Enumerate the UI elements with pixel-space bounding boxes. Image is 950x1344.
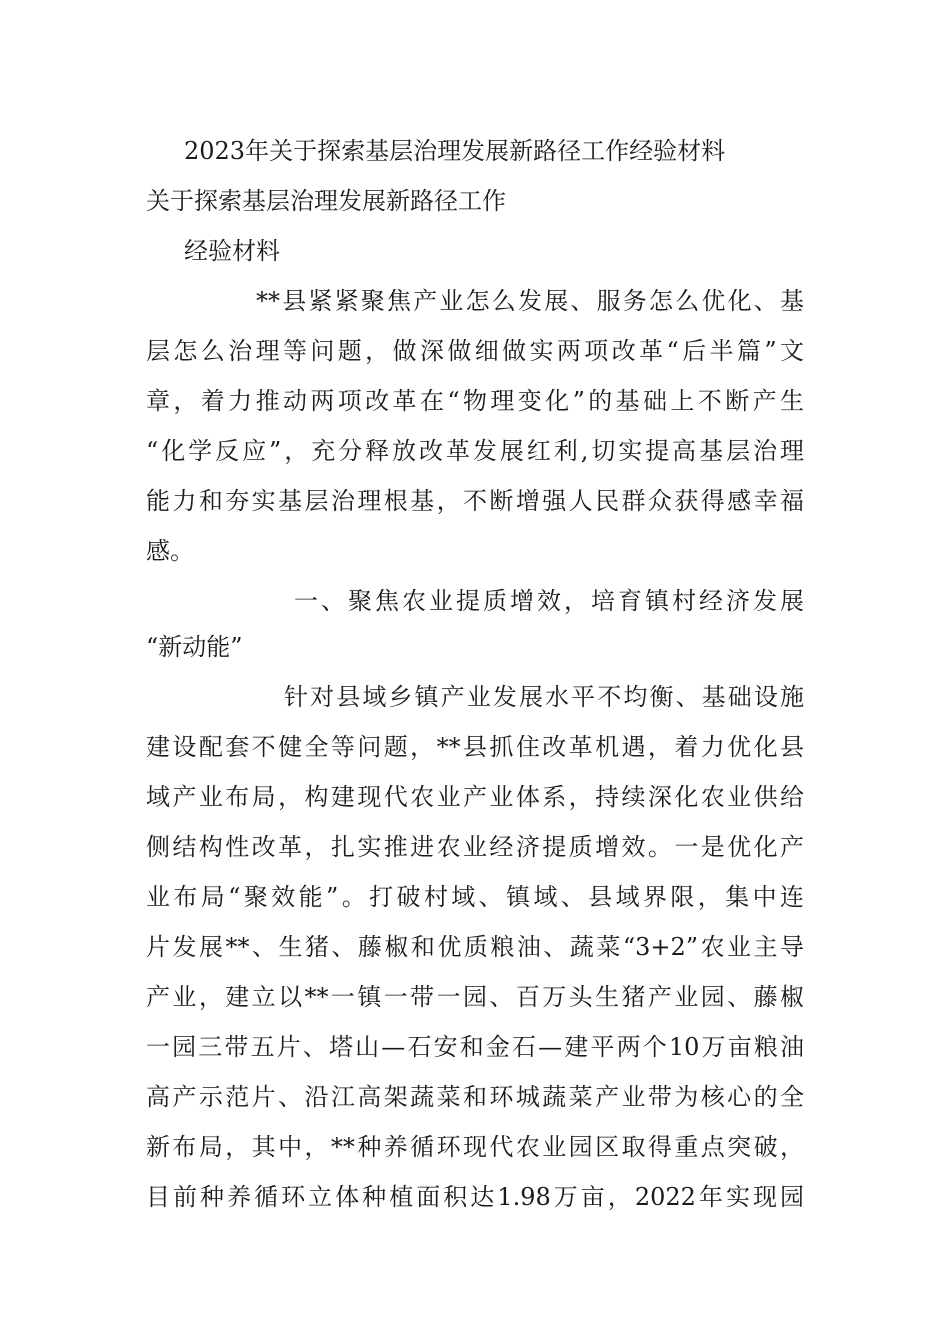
- section-1-body-line: 一园三带五片、塔山—石安和金石—建平两个10万亩粮油: [146, 1033, 804, 1061]
- intro-paragraph-line: “化学反应”，充分释放改革发展红利,切实提高基层治理: [146, 437, 804, 465]
- intro-paragraph-line: **县紧紧聚焦产业怎么发展、服务怎么优化、基: [256, 287, 804, 315]
- intro-paragraph-line: 感。: [146, 537, 194, 565]
- section-1-body-line: 高产示范片、沿江高架蔬菜和环城蔬菜产业带为核心的全: [146, 1083, 804, 1111]
- intro-paragraph-line: 层怎么治理等问题，做深做细做实两项改革“后半篇”文: [146, 337, 804, 365]
- section-1-body-line: 域产业布局，构建现代农业产业体系，持续深化农业供给: [146, 783, 804, 811]
- section-1-body-line: 侧结构性改革，扎实推进农业经济提质增效。一是优化产: [146, 833, 804, 861]
- document-title: 2023年关于探索基层治理发展新路径工作经验材料: [184, 137, 726, 165]
- intro-paragraph-line: 章，着力推动两项改革在“物理变化”的基础上不断产生: [146, 387, 804, 415]
- section-1-body-line: 建设配套不健全等问题，**县抓住改革机遇，着力优化县: [146, 733, 804, 761]
- intro-paragraph-line: 能力和夯实基层治理根基，不断增强人民群众获得感幸福: [146, 487, 804, 515]
- section-1-body-line: 目前种养循环立体种植面积达1.98万亩，2022年实现园: [146, 1183, 804, 1211]
- section-1-body-line: 业布局“聚效能”。打破村域、镇域、县域界限，集中连: [146, 883, 804, 911]
- section-1-body-line: 新布局，其中，**种养循环现代农业园区取得重点突破，: [146, 1133, 804, 1161]
- section-1-body-line: 针对县域乡镇产业发展水平不均衡、基础设施: [284, 683, 804, 711]
- section-1-body-line: 片发展**、生猪、藤椒和优质粮油、蔬菜“3+2”农业主导: [146, 933, 804, 961]
- section-1-heading-cont: “新动能”: [146, 633, 243, 661]
- subtitle-line-2: 经验材料: [184, 237, 280, 265]
- section-1-body-line: 产业，建立以**一镇一带一园、百万头生猪产业园、藤椒: [146, 983, 804, 1011]
- subtitle-line-1: 关于探索基层治理发展新路径工作: [146, 187, 506, 215]
- section-1-heading: 一、聚焦农业提质增效，培育镇村经济发展: [294, 587, 804, 615]
